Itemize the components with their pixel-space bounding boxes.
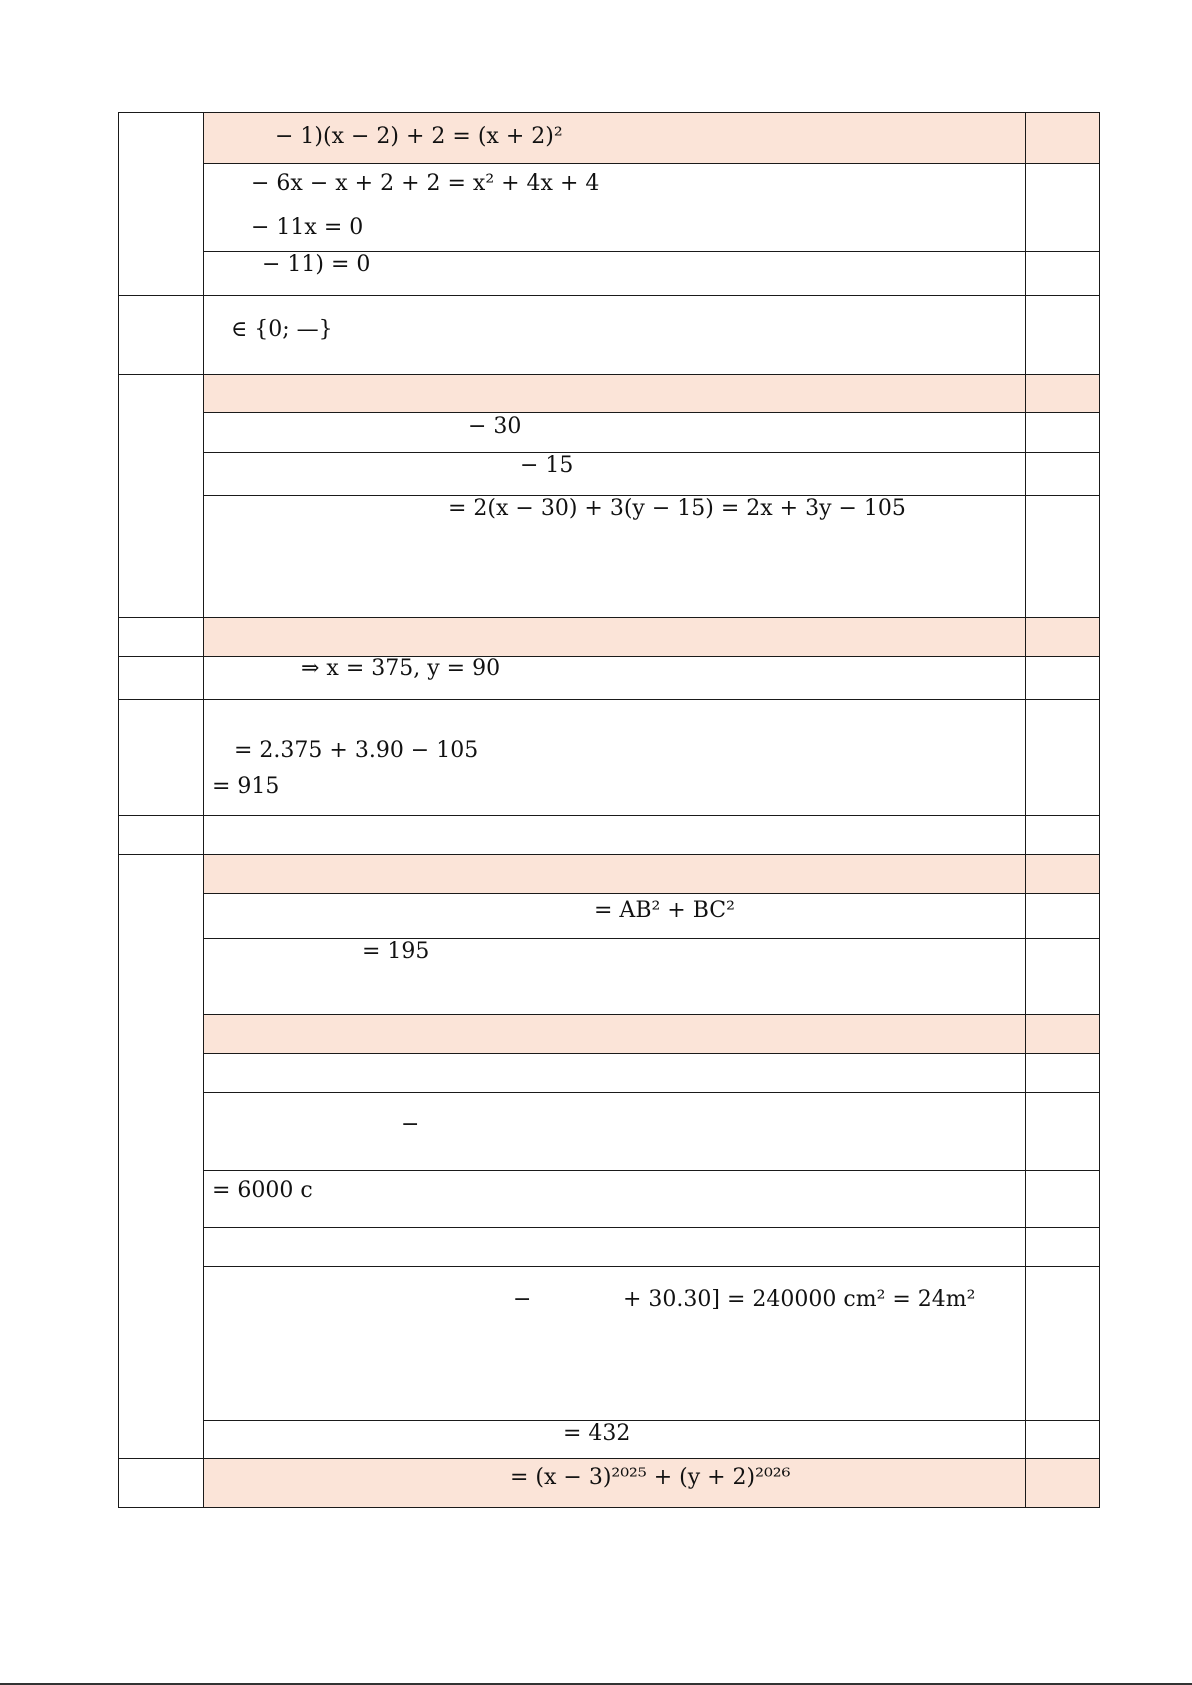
- row-16: [203, 1014, 1026, 1054]
- row-7: [203, 452, 1026, 496]
- row-19: [203, 1170, 1026, 1228]
- row-20: [203, 1227, 1026, 1267]
- score-cell-13: [1025, 854, 1100, 894]
- score-cell-22: [1025, 1420, 1100, 1459]
- row-17: [203, 1053, 1026, 1093]
- left-cell-5: [118, 656, 204, 700]
- equation-row-11-line-2: = 915: [212, 774, 280, 799]
- equation-row-2-line-2: − 11x = 0: [251, 215, 364, 240]
- left-cell-6: [118, 699, 204, 816]
- equation-row-21-part-2: + 30.30] = 240000 cm² = 24m²: [623, 1287, 976, 1312]
- score-cell-5: [1025, 374, 1100, 413]
- solution-table: [118, 112, 1100, 1508]
- score-cell-16: [1025, 1014, 1100, 1054]
- score-cell-1: [1025, 112, 1100, 164]
- score-cell-21: [1025, 1266, 1100, 1421]
- equation-row-10: ⇒ x = 375, y = 90: [301, 656, 501, 681]
- equation-row-23: = (x − 3)²⁰²⁵ + (y + 2)²⁰²⁶: [510, 1465, 791, 1490]
- row-13: [203, 854, 1026, 894]
- equation-row-11-line-1: = 2.375 + 3.90 − 105: [234, 738, 479, 763]
- row-9: [203, 617, 1026, 657]
- score-cell-20: [1025, 1227, 1100, 1267]
- left-cell-8: [118, 854, 204, 1459]
- left-cell-2: [118, 295, 204, 375]
- score-cell-10: [1025, 656, 1100, 700]
- score-cell-11: [1025, 699, 1100, 816]
- left-cell-7: [118, 815, 204, 855]
- score-cell-2: [1025, 163, 1100, 252]
- left-cell-3: [118, 374, 204, 618]
- score-cell-23: [1025, 1458, 1100, 1508]
- solution-set: ∈ {0; —}: [231, 317, 333, 342]
- left-cell-9: [118, 1458, 204, 1508]
- score-cell-6: [1025, 412, 1100, 453]
- score-cell-18: [1025, 1092, 1100, 1171]
- score-cell-17: [1025, 1053, 1100, 1093]
- row-12: [203, 815, 1026, 855]
- equation-row-21-part-1: −: [513, 1287, 532, 1312]
- score-cell-14: [1025, 893, 1100, 939]
- score-cell-9: [1025, 617, 1100, 657]
- score-cell-15: [1025, 938, 1100, 1015]
- equation-row-8: = 2(x − 30) + 3(y − 15) = 2x + 3y − 105: [448, 496, 906, 521]
- left-cell-1: [118, 112, 204, 296]
- equation-row-15: = 195: [362, 939, 430, 964]
- score-cell-7: [1025, 452, 1100, 496]
- equation-row-22: = 432: [563, 1421, 631, 1446]
- equation-row-14: = AB² + BC²: [594, 898, 735, 923]
- left-cell-4: [118, 617, 204, 657]
- score-cell-19: [1025, 1170, 1100, 1228]
- equation-row-2-line-1: − 6x − x + 2 + 2 = x² + 4x + 4: [251, 171, 600, 196]
- equation-row-3: − 11) = 0: [262, 252, 371, 277]
- score-cell-8: [1025, 495, 1100, 618]
- score-cell-12: [1025, 815, 1100, 855]
- row-18: [203, 1092, 1026, 1171]
- equation-row-6: − 30: [468, 414, 522, 439]
- equation-row-18: −: [401, 1112, 420, 1137]
- row-15: [203, 938, 1026, 1015]
- row-5: [203, 374, 1026, 413]
- equation-row-19: = 6000 c: [212, 1178, 313, 1203]
- row-6: [203, 412, 1026, 453]
- score-cell-4: [1025, 295, 1100, 375]
- equation-row-7: − 15: [520, 453, 574, 478]
- equation-row-1: − 1)(x − 2) + 2 = (x + 2)²: [275, 124, 563, 149]
- score-cell-3: [1025, 251, 1100, 296]
